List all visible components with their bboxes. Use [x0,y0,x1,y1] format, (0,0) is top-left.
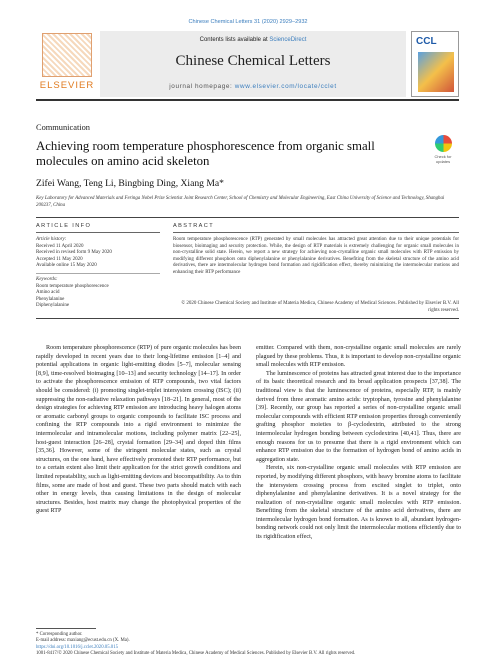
affiliation: Key Laboratory for Advanced Materials and Feringa Nobel Prize Scientist Joint Research Center, School of Chemistry and Molecular Engineering, East China University of Science and Technology, Shanghai 200237, China [36,196,445,208]
body-column-right [256,344,461,542]
keyword-item: Diphenylalanine [36,303,70,308]
contents-prefix: Contents lists available at [199,37,270,43]
author-email[interactable]: E-mail address: maxiang@ecust.edu.cn (X. Ma). [36,638,130,643]
keywords-label: Keywords: [36,277,58,282]
body-paragraph: emitter. Compared with them, non-crystalline organic small molecules are rarely plagued by these problems. Thus, it is important to develop non-crystalline organic small molecules with RTP emission. [256,345,461,369]
history-line: Accepted 11 May 2020 [36,256,83,262]
check-updates-icon [435,135,452,152]
article-info-heading: ARTICLE INFO [36,223,92,229]
paper-title: Achieving room temperature phosphorescence from organic small molecules on amino acid skeleton [36,139,375,168]
keyword-item: Amino acid [36,290,60,295]
history-line: Available online 15 May 2020 [36,263,97,268]
corresponding-author: * Corresponding author. [36,632,83,637]
divider [36,217,459,218]
homepage-prefix: journal homepage: [169,83,235,90]
keyword-item: Phenylalanine [36,296,65,302]
elsevier-wordmark: ELSEVIER [39,80,95,91]
journal-homepage [100,83,406,90]
abstract-heading: ABSTRACT [173,223,215,229]
body-paragraph: Herein, six non-crystalline organic small molecules with RTP emission are reported, by modifying different phosphors, with heavy bromine atoms to facilitate the intersystem crossing process from excited singlet to triplet, onto diphenylalanine and phenylalanine derivatives. It is a novel strategy for the realization of non-crystalline organic small molecules with RTP emission. Benefiting from the skeletal structure of the amino acid derivatives, there are intermolecular hydrogen bond formation. As is known to all, abundant hydrogen-bonding network could not only limit the intermolecular motions efficiently due to its rigidification effect, [256,465,461,541]
check-updates-label: Check for updates [434,154,452,164]
keywords [36,277,160,310]
article-history [36,237,160,270]
body-column-left [36,344,241,516]
header-divider [36,99,459,101]
sciencedirect-link[interactable]: ScienceDirect [269,37,307,43]
journal-cover-thumbnail[interactable] [411,31,459,97]
divider [36,232,160,233]
abstract-text: Room temperature phosphorescence (RTP) generated by small molecules has attracted great attention due to their unique potentials for biosensor, bioimaging and security protection. While, the design of RTP materials is extremely challenging for organic small molecules in non-crystalline solid state. Herein, we report a new strategy for achieving non-crystalline organic small molecules with RTP emission by modifying different phosphors onto diphenylalanine or phenylalanine derivatives. Benefiting from the skeletal structure of the amino acid derivatives, there are intermolecular hydrogen bond formation and rigidification effect, thereby minimizing the intermolecular motions and enhancing their RTP performance [173,237,459,275]
footnote [36,632,296,644]
journal-header [36,31,459,97]
footnote-divider [36,628,96,629]
doi-footer [36,645,459,657]
keyword-item: Room temperature phosphorescence [36,283,109,289]
elsevier-tree-icon [42,33,92,77]
body-paragraph: Room temperature phosphorescence (RTP) of pure organic molecules has been rapidly developed in recent years due to their long-lifetime emission [1–4] and potential applications in organic light-emitting diodes [5–7], molecular sensing [8,9], time-resolved bioimaging [10–13] and security technology [14–17]. In order to activate the phosphorescence emission of RTP compounds, two vital factors should be considered: (i) promoting singlet-triplet intersystem crossing (ISC); (ii) suppressing the non-radiative relaxation pathways [18–21]. In general, most of the design strategies for achieving RTP emission are introducing heavy halogen atoms or aromatic carbonyl groups to organic compounds to facilitate ISC process and confining the RTP compounds into a rigid environment to minimize the intermolecular and intramolecular motions, including polymer matrix [22–25], host-guest interaction [26–28], crystal formation [29–34] and doped thin films [35,36]. However, some of the stringent molecular states, such as crystal structures, on the one hand, have effectively promoted their RTP performance, but to a certain extent also limit their application for the strict growth conditions and limited repeatability, such as light-emitting devices and biocompatibility. As to thin films, some are made of host and guest. These two parts should match with each other in energy levels, thus causing limitations in the design of molecular structures. Besides, host matrix may change the photophysical properties of the guest RTP [36,345,241,515]
divider [36,318,459,319]
cover-label: CCL [416,36,437,47]
doi-link[interactable]: https://doi.org/10.1016/j.cclet.2020.05.015 [36,645,118,650]
article-type: Communication [36,123,90,132]
elsevier-logo[interactable] [36,31,98,97]
homepage-link[interactable]: www.elsevier.com/locate/cclet [234,83,337,90]
author-list[interactable]: Zifei Wang, Teng Li, Bingbing Ding, Xiang Ma* [36,178,224,189]
history-label: Article history: [36,237,67,242]
journal-title: Chinese Chemical Letters [175,53,331,69]
contents-line [100,37,406,43]
journal-citation[interactable]: Chinese Chemical Letters 31 (2020) 2929–2932 [188,19,308,25]
issn-line: 1001-8417/© 2020 Chinese Chemical Society and Institute of Materia Medica, Chinese Academy of Medical Sciences. Published by Elsevier B.V. All rights reserved. [36,651,356,656]
abstract-copyright: © 2020 Chinese Chemical Society and Institute of Materia Medica, Chinese Academy of Medical Sciences. Published by Elsevier B.V. All rights reserved. [181,301,459,313]
body-paragraph: The luminescence of proteins has attracted great interest due to the importance of its basic theoretical research and its broad application prospects [37,38]. The traditional view is that the luminescence of proteins, especially RTP, is mainly derived from three aromatic amino acids: tryptophan, tyrosine and phenylalanine [39]. Recently, our group has reported a series of non-crystalline organic small molecular compounds with efficient RTP emission properties through conveniently grafting phosphor moieties to β-cyclodextrin, attributed to the strong intermolecular hydrogen bonding between cyclodextrins [40,41]. Thus, there are enough reasons for us to presume that there is a rigid environment which can enhance RTP emission due to the formation of hydrogen bond of amino acids in aggregation state. [256,370,461,463]
history-line: Received 11 April 2020 [36,243,84,249]
cover-art-image [418,52,454,92]
divider [36,273,160,274]
divider [173,232,459,233]
history-line: Received in revised form 9 May 2020 [36,250,112,255]
check-for-updates-button[interactable] [427,135,459,173]
journal-banner [100,31,406,97]
